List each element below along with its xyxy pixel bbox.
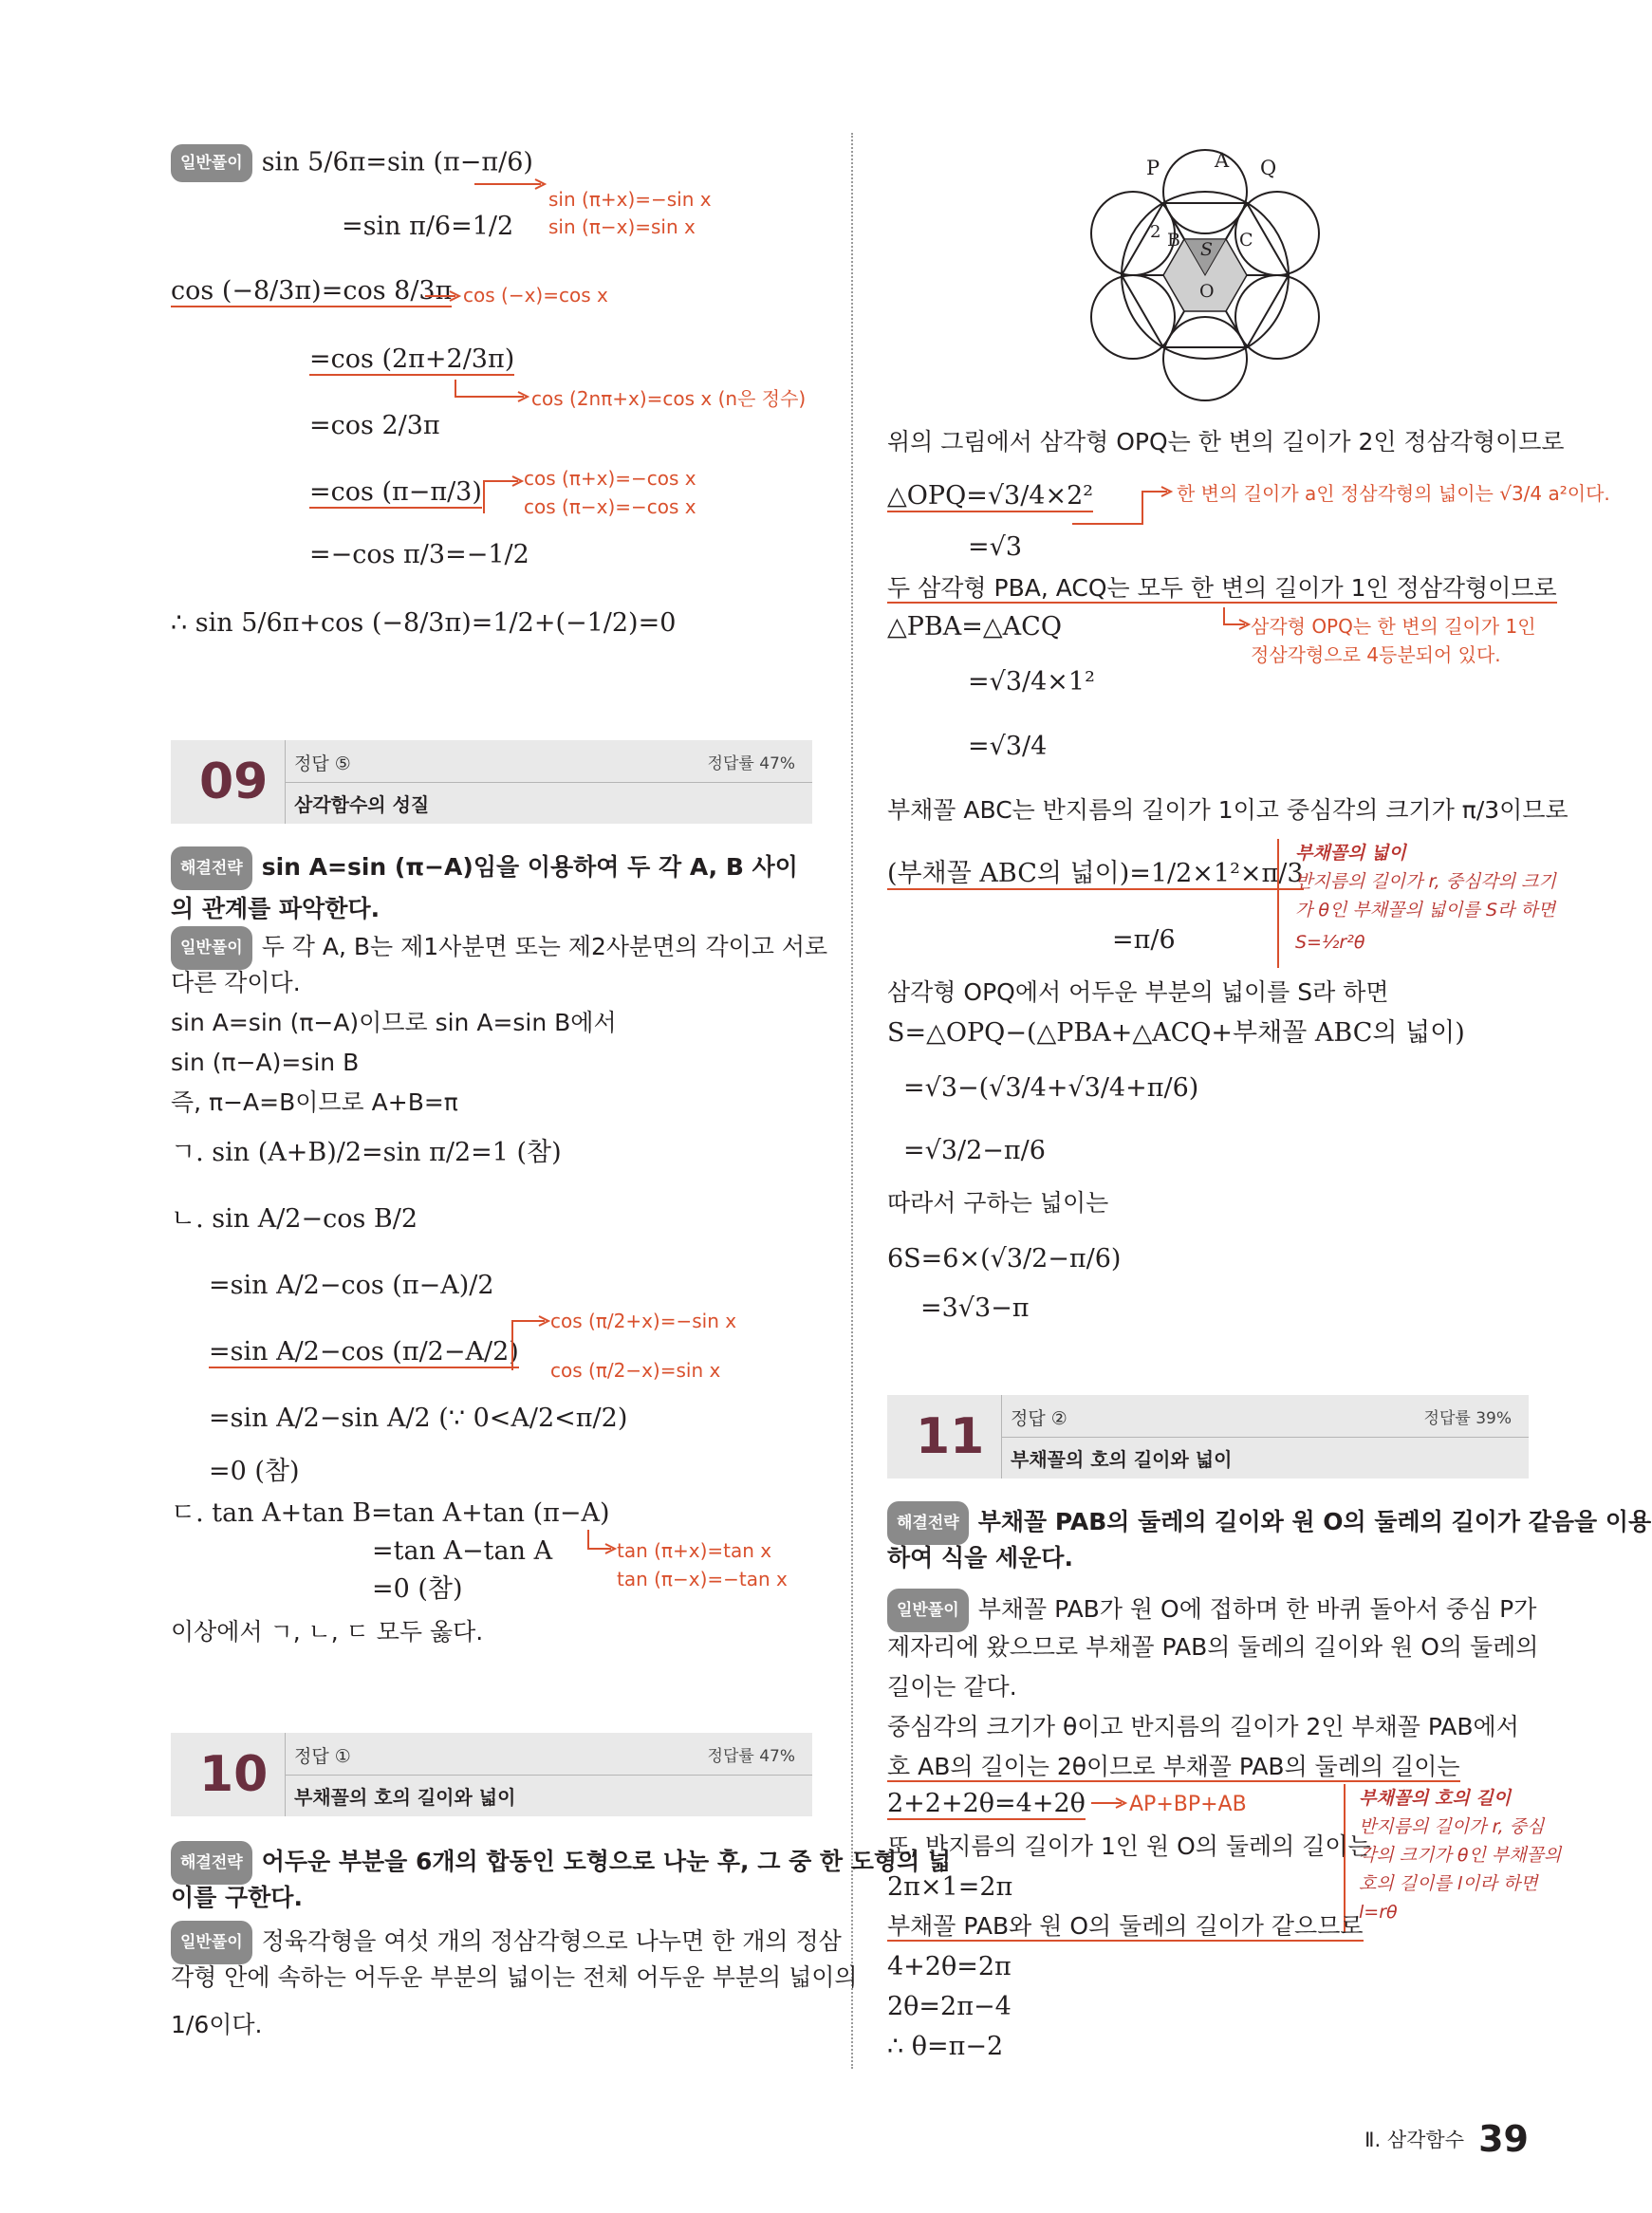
note-arrow-2 bbox=[425, 294, 463, 306]
note-arrow-8 bbox=[1224, 607, 1253, 630]
note-sin-pi-minus: sin (π−x)=sin x bbox=[548, 215, 696, 238]
figure-label-b: B bbox=[1167, 230, 1180, 251]
q09-line-13: =tan A−tan A bbox=[372, 1536, 553, 1566]
q10-solution-1: 일반풀이 정육각형을 여섯 개의 정삼각형으로 나누면 한 개의 정삼 bbox=[171, 1921, 842, 1964]
left-line-2: =sin π/6=1/2 bbox=[342, 212, 514, 241]
q09-line-4: sin (π−A)=sin B bbox=[171, 1049, 360, 1076]
note-sin-pi-plus: sin (π+x)=−sin x bbox=[548, 188, 712, 211]
q09-line-9: =sin A/2−cos (π/2−A/2) bbox=[209, 1337, 519, 1367]
q09-line-7: ㄴ. sin A/2−cos B/2 bbox=[171, 1204, 418, 1234]
q11-answer: 정답 ② bbox=[1011, 1408, 1067, 1429]
q10-answer: 정답 ① bbox=[294, 1746, 351, 1767]
note-cos-neg: cos (−x)=cos x bbox=[463, 284, 608, 307]
q10-line-6: =√3/4×1² bbox=[968, 667, 1095, 697]
q10-line-10: =π/6 bbox=[1112, 925, 1176, 955]
figure-label-q: Q bbox=[1260, 157, 1277, 179]
q10-line-3: =√3 bbox=[968, 532, 1023, 562]
left-line-1: 일반풀이 sin 5/6π=sin (π−π/6) bbox=[171, 144, 533, 182]
note-equilateral-area: 한 변의 길이가 a인 정삼각형의 넓이는 √3/4 a²이다. bbox=[1177, 482, 1610, 505]
q11-line-4: 중심각의 크기가 θ이고 반지름의 길이가 2인 부채꼴 PAB에서 bbox=[887, 1713, 1519, 1740]
note-cos-period: cos (2nπ+x)=cos x (n은 정수) bbox=[531, 387, 807, 410]
hand-note-line-3: S=½r²θ bbox=[1295, 932, 1365, 953]
left-line-3: cos (−8/3π)=cos 8/3π bbox=[171, 276, 453, 306]
q11-title: 부채꼴의 호의 길이와 넓이 bbox=[1011, 1448, 1233, 1471]
q11-line-9: 부채꼴 PAB와 원 O의 둘레의 길이가 같으므로 bbox=[887, 1912, 1364, 1940]
q09-number: 09 bbox=[199, 753, 269, 810]
left-line-8: ∴ sin 5/6π+cos (−8/3π)=1/2+(−1/2)=0 bbox=[171, 608, 677, 638]
hexagon-circles-figure bbox=[1072, 133, 1338, 408]
q10-header bbox=[171, 1733, 812, 1816]
q09-line-5: 즉, π−A=B이므로 A+B=π bbox=[171, 1088, 458, 1116]
strategy-badge: 해결전략 bbox=[171, 1841, 252, 1885]
note-divided-1: 삼각형 OPQ는 한 변의 길이가 1인 bbox=[1251, 615, 1536, 638]
q09-line-3: sin A=sin (π−A)이므로 sin A=sin B에서 bbox=[171, 1009, 617, 1036]
q10-line-7: =√3/4 bbox=[968, 732, 1048, 761]
figure-label-2: 2 bbox=[1150, 222, 1161, 242]
q11-line-1: 일반풀이 부채꼴 PAB가 원 O에 접하며 한 바퀴 돌아서 중심 P가 bbox=[887, 1589, 1536, 1632]
q10-line-12: S=△OPQ−(△PBA+△ACQ+부채꼴 ABC의 넓이) bbox=[887, 1018, 1465, 1048]
q11-header bbox=[887, 1395, 1529, 1478]
hand-note2-title: 부채꼴의 호의 길이 bbox=[1359, 1788, 1512, 1809]
left-line-4: =cos (2π+2/3π) bbox=[309, 344, 515, 374]
hand-note2-line-4: l=rθ bbox=[1359, 1902, 1398, 1923]
q11-rate: 정답률 39% bbox=[1423, 1409, 1512, 1428]
q10-line-16: 6S=6×(√3/2−π/6) bbox=[887, 1244, 1122, 1274]
q10-line-17: =3√3−π bbox=[920, 1293, 1030, 1323]
note-arrow-9 bbox=[1091, 1801, 1129, 1813]
q10-rate: 정답률 47% bbox=[707, 1747, 795, 1766]
q10-line-2: △OPQ=√3/4×2² bbox=[887, 481, 1094, 511]
q11-line-10: 4+2θ=2π bbox=[887, 1952, 1012, 1981]
q11-line-2: 제자리에 왔으므로 부채꼴 PAB의 둘레의 길이와 원 O의 둘레의 bbox=[887, 1633, 1539, 1661]
figure-label-p: P bbox=[1146, 157, 1160, 179]
note-perimeter-sum: AP+BP+AB bbox=[1129, 1793, 1247, 1816]
strategy-badge: 해결전략 bbox=[887, 1501, 969, 1545]
q10-strategy-1: 해결전략 어두운 부분을 6개의 합동인 도형으로 나눈 후, 그 중 한 도형의 넓 bbox=[171, 1841, 951, 1885]
note-cos-pi-plus: cos (π+x)=−cos x bbox=[524, 467, 696, 490]
q11-line-12: ∴ θ=π−2 bbox=[887, 2032, 1004, 2061]
hand-note2-line-2: 각의 크기가 θ인 부채꼴의 bbox=[1359, 1845, 1562, 1866]
note-bracket bbox=[1276, 839, 1290, 972]
solution-badge: 일반풀이 bbox=[171, 144, 252, 182]
note-cos-half-plus: cos (π/2+x)=−sin x bbox=[550, 1310, 737, 1332]
q09-line-8: =sin A/2−cos (π−A)/2 bbox=[209, 1271, 494, 1300]
q10-number: 10 bbox=[199, 1746, 269, 1803]
chapter-label: Ⅱ. 삼각함수 bbox=[1364, 2129, 1465, 2151]
page-number: 39 bbox=[1478, 2118, 1529, 2160]
q10-line-5: △PBA=△ACQ bbox=[887, 612, 1062, 642]
hand-note-line-2: 가 θ인 부채꼴의 넓이를 S라 하면 bbox=[1295, 900, 1556, 921]
q10-line-8: 부채꼴 ABC는 반지름의 길이가 1이고 중심각의 크기가 π/3이므로 bbox=[887, 796, 1568, 824]
note-tan-minus: tan (π−x)=−tan x bbox=[617, 1568, 788, 1590]
q10-solution-2: 각형 안에 속하는 어두운 부분의 넓이는 전체 어두운 부분의 넓이의 bbox=[171, 1963, 858, 1991]
note-arrow-7 bbox=[1072, 490, 1177, 528]
figure-label-s: S bbox=[1200, 239, 1214, 260]
figure-label-a: A bbox=[1215, 149, 1230, 172]
q10-line-4: 두 삼각형 PBA, ACQ는 모두 한 변의 길이가 1인 정삼각형이므로 bbox=[887, 574, 1557, 602]
note-cos-half-minus: cos (π/2−x)=sin x bbox=[550, 1359, 721, 1382]
q11-strategy-1: 해결전략 부채꼴 PAB의 둘레의 길이와 원 O의 둘레의 길이가 같음을 이용 bbox=[887, 1501, 1651, 1545]
q09-line-12: ㄷ. tan A+tan B=tan A+tan (π−A) bbox=[171, 1498, 610, 1528]
left-line-7: =−cos π/3=−1/2 bbox=[309, 540, 529, 569]
q09-line-2: 다른 각이다. bbox=[171, 969, 301, 996]
solution-badge: 일반풀이 bbox=[171, 1921, 252, 1964]
q11-line-5: 호 AB의 길이는 2θ이므로 부채꼴 PAB의 둘레의 길이는 bbox=[887, 1753, 1460, 1780]
hand-note-title: 부채꼴의 넓이 bbox=[1295, 843, 1406, 864]
q10-line-15: 따라서 구하는 넓이는 bbox=[887, 1189, 1109, 1217]
q09-line-1: 일반풀이 두 각 A, B는 제1사분면 또는 제2사분면의 각이고 서로 bbox=[171, 926, 827, 970]
q10-line-1: 위의 그림에서 삼각형 OPQ는 한 변의 길이가 2인 정삼각형이므로 bbox=[887, 428, 1565, 456]
hand-note2-line-1: 반지름의 길이가 r, 중심 bbox=[1359, 1816, 1545, 1837]
q09-line-10: =sin A/2−sin A/2 (∵ 0<A/2<π/2) bbox=[209, 1404, 628, 1433]
column-divider bbox=[851, 133, 853, 2069]
q10-solution-3: 1/6이다. bbox=[171, 2011, 263, 2038]
note-divided-2: 정삼각형으로 4등분되어 있다. bbox=[1251, 643, 1501, 666]
note-arrow-1 bbox=[474, 182, 550, 203]
q11-line-6: 2+2+2θ=4+2θ bbox=[887, 1789, 1086, 1818]
note-tan-plus: tan (π+x)=tan x bbox=[617, 1539, 772, 1562]
hand-note2-line-3: 호의 길이를 l이라 하면 bbox=[1359, 1873, 1538, 1894]
q09-line-14: =0 (참) bbox=[372, 1574, 463, 1604]
q09-rate: 정답률 47% bbox=[707, 754, 795, 773]
q09-conclusion: 이상에서 ㄱ, ㄴ, ㄷ 모두 옳다. bbox=[171, 1618, 484, 1646]
q11-line-7: 또, 반지름의 길이가 1인 원 O의 둘레의 길이는 bbox=[887, 1832, 1371, 1860]
q09-strategy: 해결전략 sin A=sin (π−A)임을 이용하여 두 각 A, B 사이의 관계를 파악한다. bbox=[171, 846, 816, 928]
page-footer bbox=[1364, 2118, 1529, 2160]
figure-label-o: O bbox=[1199, 281, 1215, 302]
strategy-badge: 해결전략 bbox=[171, 846, 252, 890]
left-line-5: =cos 2/3π bbox=[309, 411, 440, 440]
q10-title: 부채꼴의 호의 길이와 넓이 bbox=[294, 1786, 516, 1809]
hand-note-line-1: 반지름의 길이가 r, 중심각의 크기 bbox=[1295, 871, 1556, 892]
solution-badge: 일반풀이 bbox=[887, 1589, 969, 1632]
q10-line-9: (부채꼴 ABC의 넓이)=1/2×1²×π/3 bbox=[887, 859, 1304, 888]
q09-line-6: ㄱ. sin (A+B)/2=sin π/2=1 (참) bbox=[171, 1138, 562, 1167]
solution-badge: 일반풀이 bbox=[171, 926, 252, 970]
figure-label-c: C bbox=[1239, 230, 1253, 251]
q10-line-14: =√3/2−π/6 bbox=[903, 1136, 1046, 1165]
note-arrow-5 bbox=[512, 1319, 554, 1372]
q11-line-3: 길이는 같다. bbox=[887, 1673, 1017, 1701]
q09-title: 삼각함수의 성질 bbox=[294, 793, 430, 816]
q11-number: 11 bbox=[916, 1408, 985, 1465]
q11-strategy-2: 하여 식을 세운다. bbox=[887, 1544, 1073, 1571]
q09-line-11: =0 (참) bbox=[209, 1457, 300, 1486]
note-arrow-3 bbox=[455, 380, 531, 400]
q09-header bbox=[171, 740, 812, 824]
note-cos-pi-minus: cos (π−x)=−cos x bbox=[524, 495, 696, 518]
q09-answer: 정답 ⑤ bbox=[294, 753, 351, 774]
note-arrow-6 bbox=[588, 1530, 619, 1554]
q10-strategy-2: 이를 구한다. bbox=[171, 1884, 303, 1911]
q10-line-11: 삼각형 OPQ에서 어두운 부분의 넓이를 S라 하면 bbox=[887, 978, 1389, 1006]
q11-line-11: 2θ=2π−4 bbox=[887, 1992, 1012, 2021]
q11-line-8: 2π×1=2π bbox=[887, 1872, 1013, 1902]
left-line-6: =cos (π−π/3) bbox=[309, 477, 482, 507]
note-arrow-4 bbox=[484, 479, 526, 517]
q10-line-13: =√3−(√3/4+√3/4+π/6) bbox=[903, 1073, 1199, 1103]
